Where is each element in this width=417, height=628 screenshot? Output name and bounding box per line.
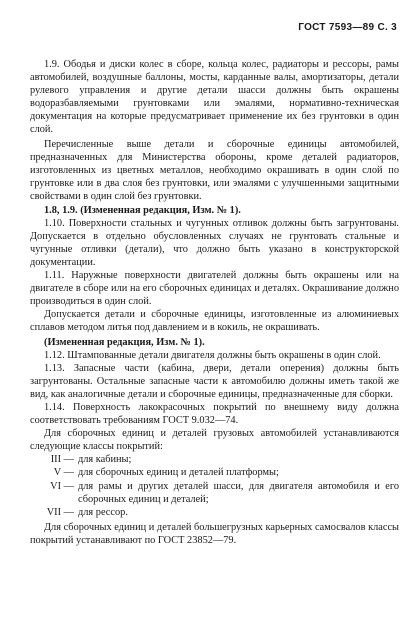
amendment-note-1-11: (Измененная редакция, Изм. № 1). — [44, 336, 205, 348]
paragraph-1-9-defense: Перечисленные выше детали и сборочные единицы автомобилей, предназначенных для Министерства обороны, кроме деталей радиаторов, изготовленных из цветных металлов, необходимо окрашивать в один слой по грунтовке или в два слоя без грунтовки, или эмалями с улучшенными защитными свойствами в один слой без грунтовки. — [30, 139, 399, 203]
paragraph-coating-classes-intro: Для сборочных единиц и деталей грузовых автомобилей устанавливаются следующие классы покрытий: — [30, 428, 399, 453]
list-item — [30, 453, 399, 466]
paragraph-1-10: 1.10. Поверхности стальных и чугунных отливок должны быть загрунтованы. Допускается в отдельно обусловленных случаях не грунтовать стальные и чугунные отливки (детали), что должно быть указано в конструкторской документации. — [30, 217, 399, 268]
list-item — [30, 480, 399, 506]
class-value: для кабины; — [78, 454, 132, 466]
paragraph-1-11-aluminium: Допускается детали и сборочные единицы, изготовленные из алюминиевых сплавов методом литья под давлением и в кокиль, не окрашивать. — [30, 308, 399, 333]
paragraph-1-12: 1.12. Штампованные детали двигателя должны быть окрашены в один слой. — [44, 350, 381, 362]
paragraph-1-13: 1.13. Запасные части (кабина, двери, детали оперения) должны быть загрунтованы. Остальные запасные части к автомобилю должны иметь такой же вид, как аналогичные детали и сборочные единицы, предназначенные для сборки. — [30, 363, 399, 401]
class-value: для сборочных единиц и деталей платформы; — [78, 467, 279, 479]
document-body — [30, 58, 399, 547]
class-key: III — — [50, 454, 74, 466]
paragraph-1-11: 1.11. Наружные поверхности двигателей должны быть окрашены или на двигателе в сборе или на его сборочных единицах и деталях. Окрашивание должно производиться в один слой. — [30, 269, 399, 307]
page-header: ГОСТ 7593—89 С. 3 — [298, 22, 397, 33]
class-value: для рамы и других деталей шасси, для двигателя автомобиля и его сборочных единиц и деталей; — [78, 480, 399, 505]
class-key: VII — — [46, 506, 74, 518]
class-value: для рессор. — [78, 506, 128, 518]
amendment-note-1-8-1-9: 1.8, 1.9. (Измененная редакция, Изм. № 1). — [44, 204, 241, 216]
list-item — [30, 506, 399, 519]
paragraph-quarry-trucks: Для сборочных единиц и деталей большегрузных карьерных самосвалов классы покрытий устанавливают по ГОСТ 23852—79. — [30, 521, 399, 546]
paragraph-1-9: 1.9. Ободья и диски колес в сборе, кольца колес, радиаторы и рессоры, рамы автомобилей, воздушные баллоны, мосты, карданные валы, амортизаторы, детали рулевого управления и другие детали шасси должны быть окрашены водоразбавляемыми грунтовками или эмалями, нормативно-техническая документация на которые предусматривает применение их без грунтовки в один слой. — [30, 59, 399, 136]
paragraph-1-14: 1.14. Поверхность лакокрасочных покрытий по внешнему виду должна соответствовать требованиям ГОСТ 9.032—74. — [30, 402, 399, 427]
class-key: VI — — [50, 480, 74, 492]
list-item — [30, 466, 399, 479]
class-key: V — — [53, 467, 74, 479]
coating-classes-list — [30, 453, 399, 518]
